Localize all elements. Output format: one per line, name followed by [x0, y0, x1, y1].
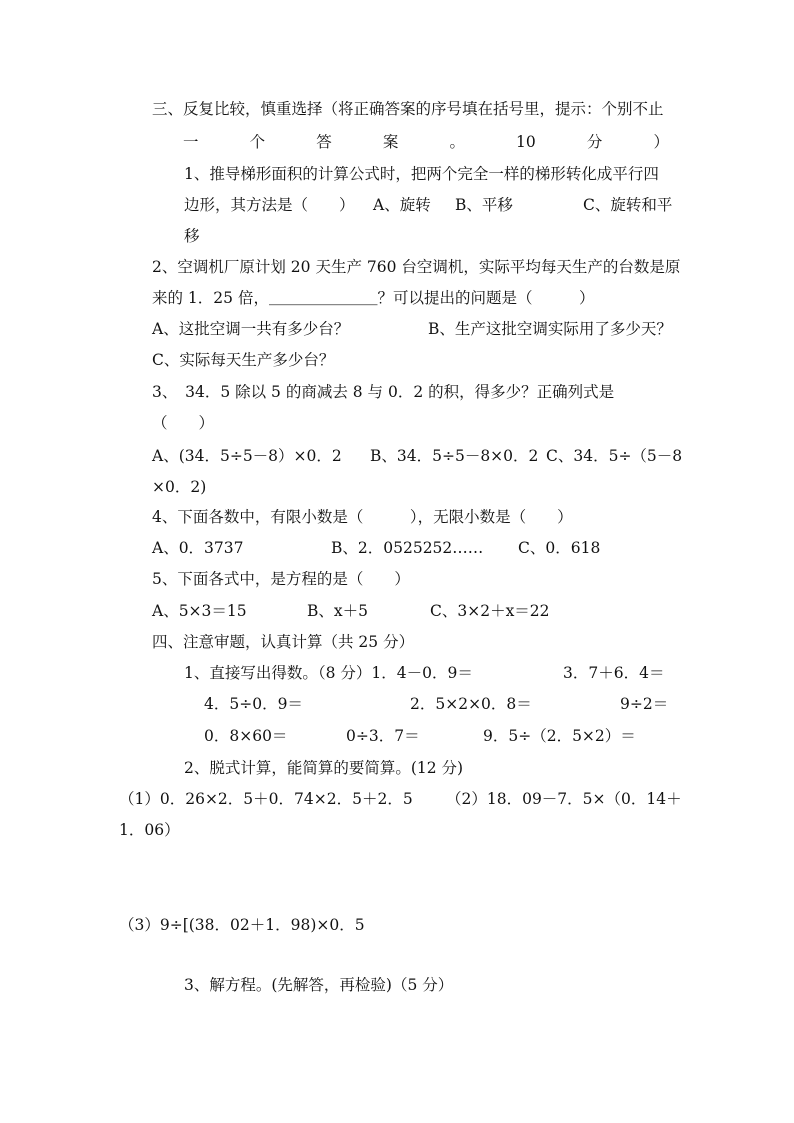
title-part: ） [653, 133, 669, 151]
q2-line2: 来的 1．25 倍，＿＿＿＿＿＿＿？可以提出的问题是（ ） [152, 289, 595, 307]
q2-option-a: A、这批空调一共有多少台？ [152, 320, 350, 338]
p2-title: 2、脱式计算，能简算的要简算。(12 分) [184, 759, 464, 777]
title-part: 分 [586, 133, 603, 151]
p1-expression: 0．8×60＝ [204, 727, 288, 745]
p1-expression: 9．5÷（2．5×2）＝ [483, 727, 636, 745]
p1-expression: 0÷3．7＝ [346, 727, 420, 745]
title-part: 10 [516, 133, 536, 151]
title-part: 一 [183, 133, 199, 151]
q1-line3: 移 [184, 227, 200, 245]
p1-expression: 9÷2＝ [620, 695, 669, 713]
p1-expression: 4．5÷0．9＝ [204, 695, 303, 713]
title-part: 。 [449, 133, 465, 151]
q2-line1: 2、空调机厂原计划 20 天生产 760 台空调机，实际平均每天生产的台数是原 [152, 258, 681, 276]
q3-line1: 3、 34．5 除以 5 的商减去 8 与 0．2 的积，得多少？正确列式是 [152, 383, 615, 401]
q3-line4: ×0．2) [152, 478, 207, 496]
q5-option-a: A、5×3＝15 [152, 602, 247, 620]
q1-line2-lead: 边形，其方法是（ ） [184, 196, 355, 214]
q3-option-b: B、34．5÷5－8×0．2 [370, 447, 539, 465]
title-part: 案 [382, 133, 399, 151]
section3-title-line1: 三、反复比较，慎重选择（将正确答案的序号填在括号里，提示：个别不止 [152, 100, 664, 118]
p1-expression: 2．5×2×0．8＝ [410, 695, 532, 713]
q3-line2: （ ） [152, 414, 215, 432]
p2-expression-3: （3）9÷[(38．02＋1．98)×0．5 [119, 916, 365, 934]
section3-title-line2 [183, 132, 669, 152]
q1-option-c: C、旋转和平 [583, 196, 673, 214]
title-part: 个 [249, 133, 266, 151]
title-part: 答 [316, 133, 332, 151]
q4-option-a: A、0．3737 [152, 539, 244, 557]
q4-option-b: B、2．0525252…… [331, 539, 484, 557]
q3-option-a: A、(34．5÷5－8）×0．2 [152, 447, 342, 465]
q5-option-b: B、x＋5 [307, 602, 368, 620]
p2-expression-2: （2）18．09－7．5×（0．14＋ [446, 790, 682, 808]
q1-option-b: B、平移 [455, 196, 513, 214]
q1-line1: 1、推导梯形面积的计算公式时，把两个完全一样的梯形转化成平行四 [184, 165, 659, 183]
q5-line1: 5、下面各式中，是方程的是（ ） [152, 570, 410, 588]
q4-option-c: C、0．618 [518, 539, 601, 557]
p1-expression: 3．7＋6．4＝ [563, 664, 665, 682]
q2-option-b: B、生产这批空调实际用了多少天？ [428, 320, 672, 338]
section4-title: 四、注意审题，认真计算（共 25 分） [152, 633, 415, 651]
p3-title: 3、解方程。(先解答，再检验)（5 分） [184, 976, 454, 994]
p2-expression-1: （1）0．26×2．5＋0．74×2．5＋2．5 [119, 790, 413, 808]
q3-option-c: C、34．5÷（5－8 [546, 447, 683, 465]
q4-line1: 4、下面各数中，有限小数是（ ），无限小数是（ ） [152, 508, 573, 526]
q2-option-c: C、实际每天生产多少台？ [152, 351, 335, 369]
q5-option-c: C、3×2＋x＝22 [430, 602, 550, 620]
p2-expression-2-cont: 1．06） [119, 821, 180, 839]
p1-lead: 1、直接写出得数。（8 分）1．4－0．9＝ [184, 664, 473, 682]
q1-option-a: A、旋转 [373, 196, 431, 214]
